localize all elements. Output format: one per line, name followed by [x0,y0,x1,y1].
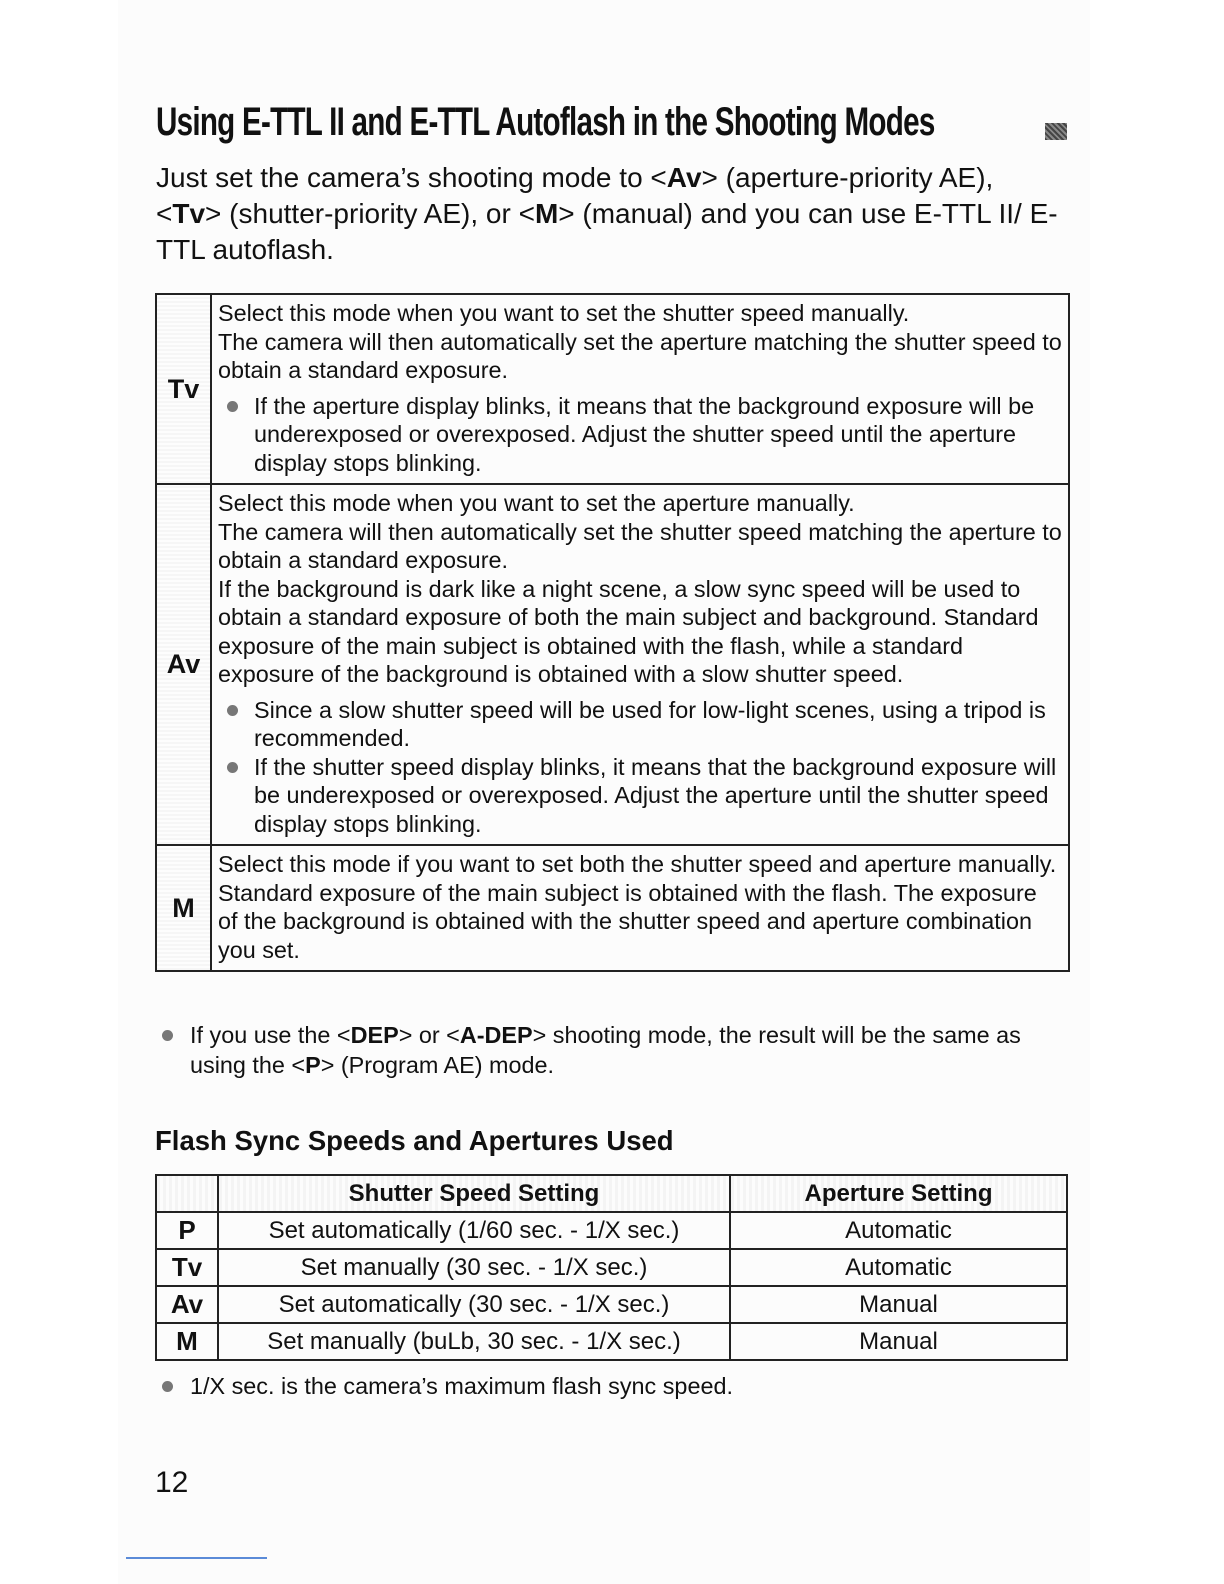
page-number: 12 [155,1466,189,1499]
aperture-cell: Automatic [730,1212,1067,1249]
mode-row-m [156,845,1069,971]
sync-speed-table [155,1174,1068,1361]
mode-cell: Tv [156,1249,218,1286]
aperture-cell: Automatic [730,1249,1067,1286]
shutter-cell: Set manually (buLb, 30 sec. - 1/X sec.) [218,1323,730,1360]
page-title: Using E-TTL II and E-TTL Autoflash in the Shooting Modes [156,100,935,144]
mode-label-av: Av [156,484,211,845]
footnote: 1/X sec. is the camera’s maximum flash sync speed. [190,1373,733,1399]
shutter-cell: Set manually (30 sec. - 1/X sec.) [218,1249,730,1286]
note-text: > or < [398,1022,460,1048]
mode-row-tv [156,294,1069,484]
table-row [156,1249,1067,1286]
note-text: If you use the < [190,1022,351,1048]
bullet-icon [162,1030,173,1041]
bullet-item: If the shutter speed display blinks, it means that the background exposure will be underexposed or overexposed. Adjust the aperture until the shutter speed display stops blinking. [254,753,1062,839]
intro-text: Just set the camera’s shooting mode to < [156,162,667,193]
table-row [156,1212,1067,1249]
mode-cell: Av [156,1286,218,1323]
intro-text: < [156,198,173,229]
p-mode-icon: P [305,1052,321,1078]
table-row [156,1286,1067,1323]
av-mode-icon: Av [666,162,702,193]
description-text: If the background is dark like a night scene, a slow sync speed will be used to obtain a standard exposure of both the main subject and background. Standard exposure of the main subject is obtained with the flash, while a standard exposure of the background is obtained with a slow shutter speed. [218,575,1039,687]
intro-text: > (shutter-priority AE), or < [205,198,535,229]
bullet-list [218,392,1062,478]
bullet-item: Since a slow shutter speed will be used for low-light scenes, using a tripod is recommended. [254,696,1062,753]
dep-note [190,1020,1080,1080]
column-header-aperture: Aperture Setting [730,1175,1067,1212]
section-marker-icon [1045,123,1067,140]
mode-description [211,484,1069,845]
mode-description-table [155,293,1070,972]
mode-label-m: M [156,845,211,971]
description-text: Standard exposure of the main subject is obtained with the flash. The exposure of the background is obtained with the shutter speed and aperture combination you set. [218,879,1037,963]
m-mode-icon: M [534,198,559,229]
mode-label-tv: Tv [156,294,211,484]
description-text: Select this mode when you want to set the aperture manually. [218,490,855,516]
intro-paragraph [156,160,1086,268]
section-heading: Flash Sync Speeds and Apertures Used [155,1125,674,1156]
intro-text: > (aperture-priority AE), [701,162,994,193]
mode-description [211,294,1069,484]
bullet-icon [162,1381,173,1392]
dep-mode-icon: DEP [350,1022,399,1048]
description-text: The camera will then automatically set the shutter speed matching the aperture to obtain a standard exposure. [218,518,1062,573]
a-dep-mode-icon: A-DEP [459,1022,533,1048]
aperture-cell: Manual [730,1286,1067,1323]
mode-row-av [156,484,1069,845]
shutter-cell: Set automatically (30 sec. - 1/X sec.) [218,1286,730,1323]
description-text: The camera will then automatically set the aperture matching the shutter speed to obtain a standard exposure. [218,328,1062,383]
note-text: > shooting mode, the result will be the same as using the < [190,1022,1021,1078]
table-header-row [156,1175,1067,1212]
intro-text: > (manual) and you can use E-TTL II/ E-TTL autoflash. [156,198,1058,265]
scan-edge-line [126,1557,267,1559]
mode-cell: M [156,1323,218,1360]
mode-cell: P [156,1212,218,1249]
column-header-mode [156,1175,218,1212]
mode-description [211,845,1069,971]
shutter-cell: Set automatically (1/60 sec. - 1/X sec.) [218,1212,730,1249]
tv-mode-icon: Tv [172,198,206,229]
bullet-list [218,696,1062,839]
note-text: > (Program AE) mode. [320,1052,555,1078]
table-row [156,1323,1067,1360]
aperture-cell: Manual [730,1323,1067,1360]
column-header-shutter: Shutter Speed Setting [218,1175,730,1212]
description-text: Select this mode when you want to set the shutter speed manually. [218,300,910,326]
description-text: Select this mode if you want to set both the shutter speed and aperture manually. [218,851,1057,877]
bullet-item: If the aperture display blinks, it means that the background exposure will be underexposed or overexposed. Adjust the shutter speed until the aperture display stops blinking. [254,392,1062,478]
